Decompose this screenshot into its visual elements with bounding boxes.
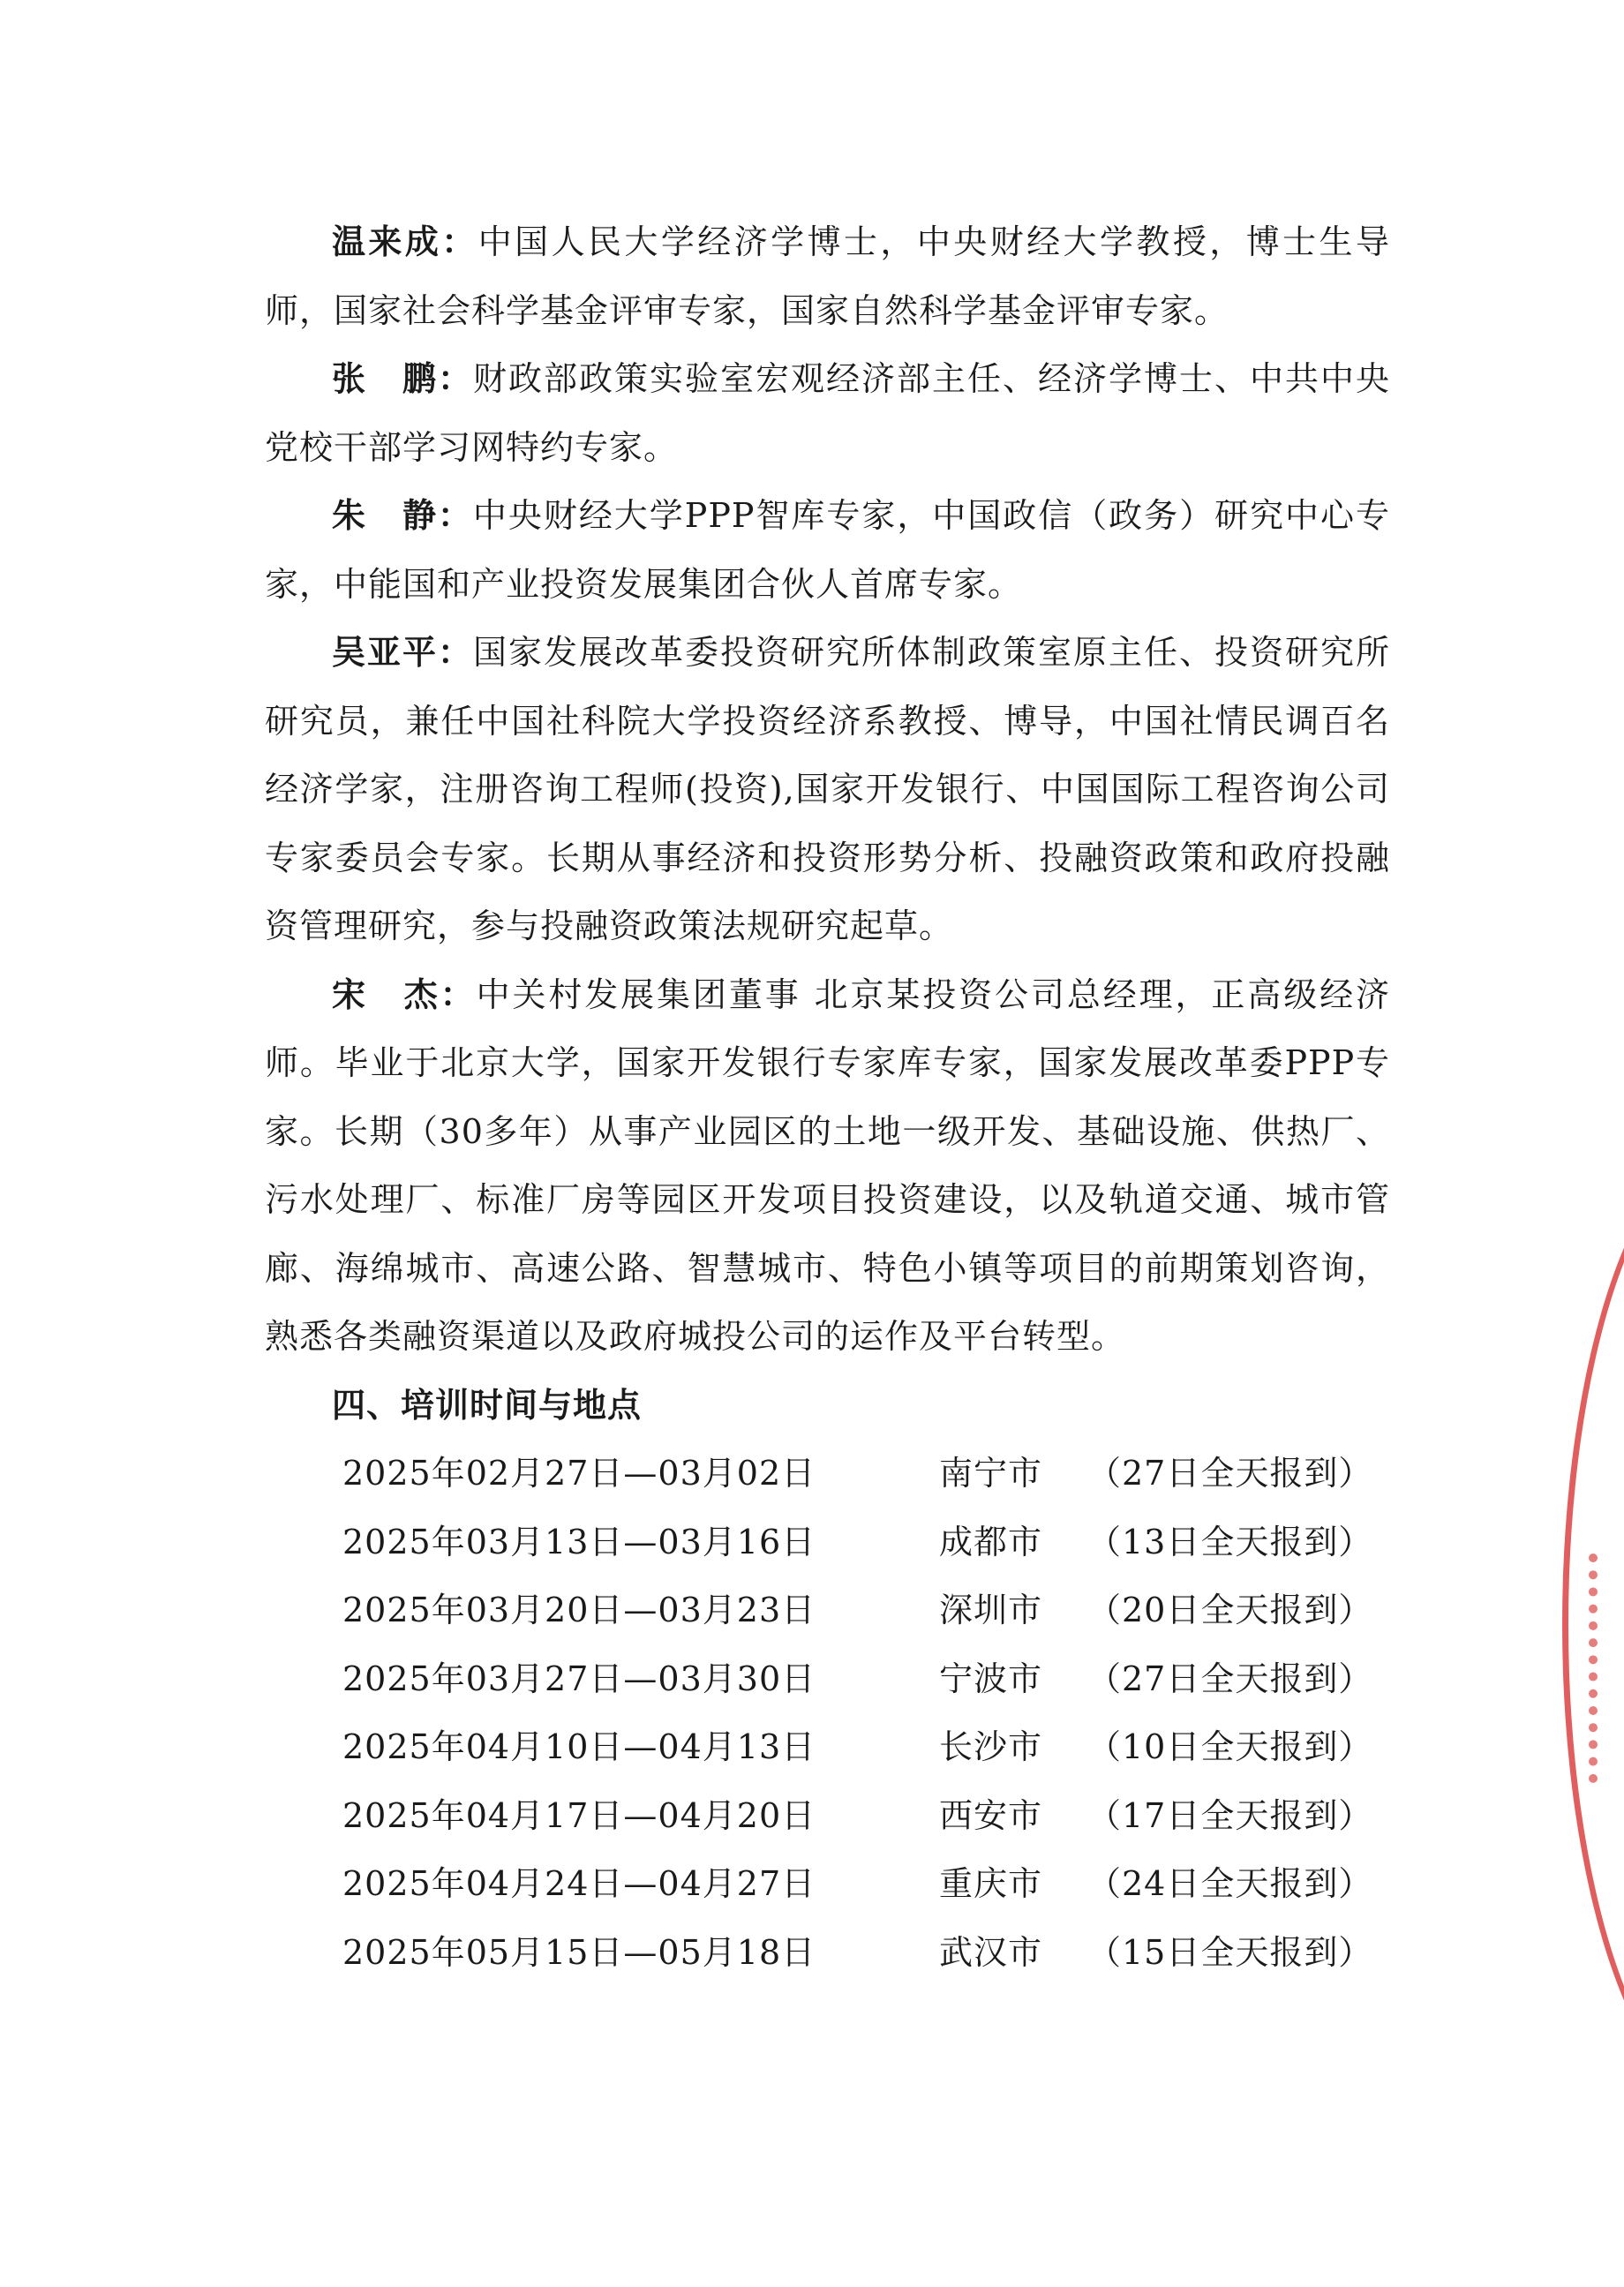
schedule-row [342,1645,1390,1714]
schedule-checkin: （24日全天报到） [1087,1864,1373,1903]
schedule-city: 长沙市 [939,1727,1043,1766]
schedule-dates: 2025年02月27日—03月02日 [342,1454,816,1493]
schedule-city: 成都市 [939,1522,1043,1561]
section-heading: 四、培训时间与地点 [332,1385,643,1425]
schedule-dates: 2025年04月24日—04月27日 [342,1864,816,1903]
schedule-city: 南宁市 [939,1454,1043,1493]
schedule-dates: 2025年05月15日—05月18日 [342,1932,816,1972]
schedule-dates: 2025年03月13日—03月16日 [342,1522,816,1561]
schedule-city: 重庆市 [939,1864,1043,1903]
expert-name: 张 鹏： [332,359,473,398]
schedule-row [342,1440,1390,1508]
schedule-row [342,1782,1390,1851]
expert-bio: 中国人民大学经济学博士，中央财经大学教授，博士生导师，国家社会科学基金评审专家，国家自然科学基金评审专家。 [265,222,1390,330]
expert-name: 吴亚平： [332,633,473,672]
schedule-row [342,1508,1390,1577]
expert-paragraph [265,208,1390,345]
schedule-city: 西安市 [939,1795,1043,1835]
schedule-checkin: （10日全天报到） [1087,1727,1373,1766]
schedule-city: 宁波市 [939,1659,1043,1698]
expert-paragraph [265,619,1390,961]
expert-paragraph [265,345,1390,482]
schedule-checkin: （27日全天报到） [1087,1454,1373,1493]
schedule-row [342,1576,1390,1645]
expert-bio: 财政部政策实验室宏观经济部主任、经济学博士、中共中央党校干部学习网特约专家。 [265,359,1390,467]
schedule-dates: 2025年04月17日—04月20日 [342,1795,816,1835]
seal-fragment-icon [1589,1554,1624,1783]
schedule-row [342,1919,1390,1988]
expert-paragraph [265,961,1390,1372]
schedule-dates: 2025年03月20日—03月23日 [342,1591,816,1629]
document-body [265,208,1390,1987]
schedule-checkin: （27日全天报到） [1087,1659,1373,1698]
expert-name: 宋 杰： [332,974,477,1014]
expert-paragraph [265,482,1390,619]
training-schedule [265,1440,1390,1987]
schedule-checkin: （15日全天报到） [1087,1932,1373,1972]
expert-bio: 国家发展改革委投资研究所体制政策室原主任、投资研究所研究员，兼任中国社科院大学投资经济系教授、博导，中国社情民调百名经济学家，注册咨询工程师(投资),国家开发银行、中国国际工程咨询公司专家委员会专家。长期从事经济和投资形势分析、投融资政策和政府投融资管理研究，参与投融资政策法规研究起草。 [265,633,1390,945]
schedule-dates: 2025年03月27日—03月30日 [342,1659,816,1698]
expert-bio: 中关村发展集团董事 北京某投资公司总经理，正高级经济师。毕业于北京大学，国家开发银行专家库专家，国家发展改革委PPP专家。长期（30多年）从事产业园区的土地一级开发、基础设施、供热厂、污水处理厂、标准厂房等园区开发项目投资建设，以及轨道交通、城市管廊、海绵城市、高速公路、智慧城市、特色小镇等项目的前期策划咨询，熟悉各类融资渠道以及政府城投公司的运作及平台转型。 [265,974,1390,1356]
schedule-checkin: （17日全天报到） [1087,1795,1373,1835]
schedule-city: 武汉市 [939,1932,1043,1972]
schedule-dates: 2025年04月10日—04月13日 [342,1727,816,1766]
schedule-row [342,1850,1390,1919]
schedule-row [342,1713,1390,1782]
schedule-city: 深圳市 [939,1591,1043,1629]
expert-name: 温来成： [332,222,478,261]
expert-bio: 中央财经大学PPP智库专家，中国政信（政务）研究中心专家，中能国和产业投资发展集团合伙人首席专家。 [265,496,1390,604]
expert-name: 朱 静： [332,496,473,535]
schedule-checkin: （13日全天报到） [1087,1522,1373,1561]
schedule-checkin: （20日全天报到） [1087,1591,1373,1629]
